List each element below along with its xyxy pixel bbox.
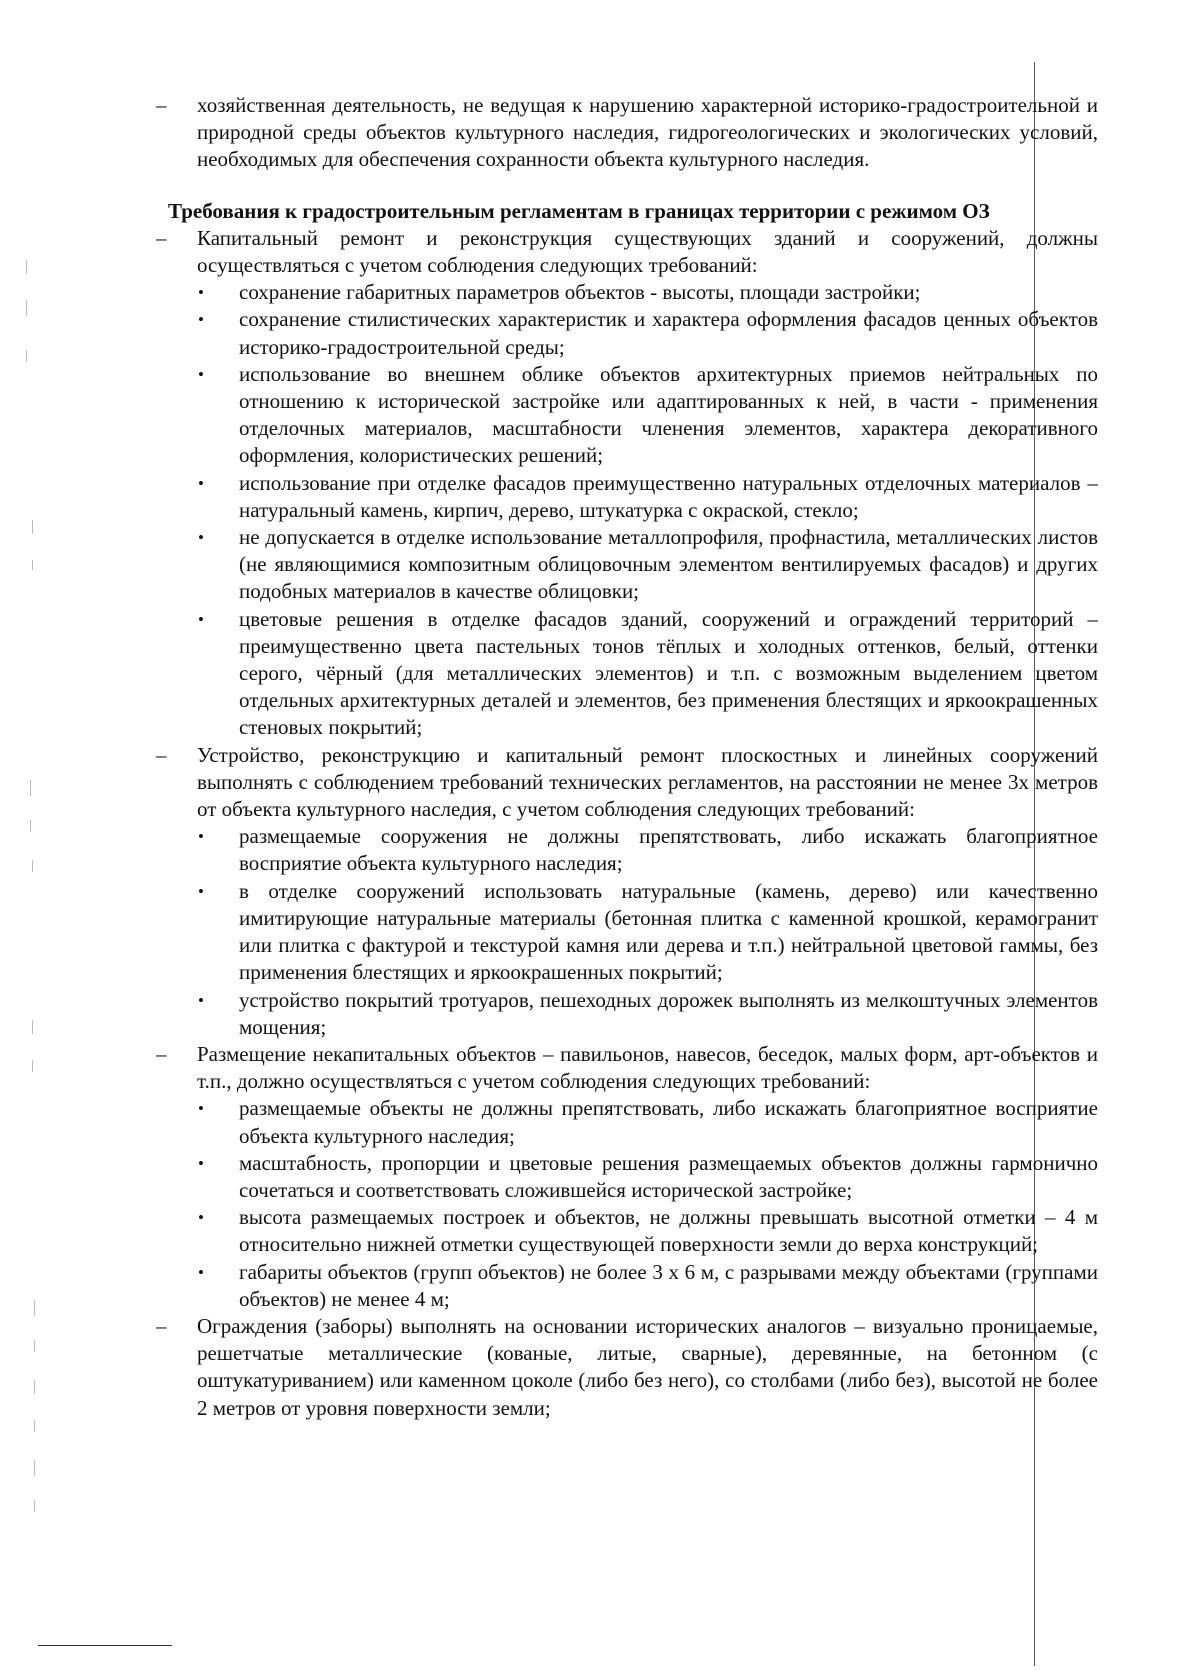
dash-marker: – bbox=[156, 742, 167, 767]
list-item-text: устройство покрытий тротуаров, пешеходных дорожек выполнять из мелкоштучных элементов мощения; bbox=[239, 987, 1098, 1039]
dash-item-text: Размещение некапитальных объектов – павильонов, навесов, беседок, малых форм, арт-объектов и т.п., должно осуществляться с учетом соблюдения следующих требований: bbox=[197, 1041, 1098, 1094]
scan-margin-marks bbox=[22, 260, 62, 1560]
dash-item-linear-structures bbox=[150, 742, 1098, 824]
list-item-text: не допускается в отделке использование металлопрофиля, профнастила, металлических листов (не являющимися композитным облицовочным элементом вентилируемых фасадов) и других подобных материалов в качестве облицовки; bbox=[239, 525, 1098, 604]
list-item bbox=[150, 987, 1098, 1041]
list-item-text: габариты объектов (групп объектов) не более 3 х 6 м, с разрывами между объектами (группами объектов) не менее 4 м; bbox=[239, 1259, 1098, 1311]
list-item-text: использование во внешнем облике объектов архитектурных приемов нейтральных по отношению к исторической застройке или адаптированных к ней, в части - применения отделочных материалов, масштабности членения элементов, характера декоративного оформления, колористических решений; bbox=[239, 361, 1098, 468]
list-item-text: в отделке сооружений использовать натуральные (камень, дерево) или качественно имитирующие натуральные материалы (бетонная плитка с каменной крошкой, керамогранит или плитка с фактурой и текстурой камня или дерева и т.п.) нейтральной цветовой гаммы, без применения блестящих и яркоокрашенных покрытий; bbox=[239, 878, 1098, 985]
bullet-marker: • bbox=[198, 827, 204, 847]
dash-item-text: Устройство, реконструкцию и капитальный ремонт плоскостных и линейных сооружений выполнять с соблюдением требований технических регламентов, на расстоянии не менее 3х метров от объекта культурного наследия, с учетом соблюдения следующих требований: bbox=[197, 742, 1098, 822]
bullet-marker: • bbox=[198, 283, 204, 303]
dash-item-activity bbox=[150, 92, 1098, 174]
footnote-separator bbox=[38, 1645, 172, 1646]
dash-marker: – bbox=[156, 225, 167, 250]
dash-item-text: Ограждения (заборы) выполнять на основании исторических аналогов – визуально проницаемые, решетчатые металлические (кованые, литые, сварные), деревянные, на бетонном (с оштукатуриванием) или каменном цоколе (либо без него), со столбами (либо без), высотой не более 2 метров от уровня поверхности земли; bbox=[197, 1313, 1098, 1420]
list-item-text: цветовые решения в отделке фасадов зданий, сооружений и ограждений территорий – преимущественно цвета пастельных тонов тёплых и холодных оттенков, белый, оттенки серого, чёрный (для металлических элементов) и т.п. с возможным выделением цветом отдельных архитектурных деталей и элементов, без применения блестящих и яркоокрашенных стеновых покрытий; bbox=[239, 606, 1098, 740]
list-item bbox=[150, 606, 1098, 742]
bullet-marker: • bbox=[198, 1208, 204, 1228]
list-item-text: сохранение габаритных параметров объектов - высоты, площади застройки; bbox=[239, 280, 921, 305]
dash-item-fences bbox=[150, 1313, 1098, 1422]
bullet-marker: • bbox=[198, 1099, 204, 1119]
list-item bbox=[150, 1259, 1098, 1313]
bullet-marker: • bbox=[198, 310, 204, 330]
bullet-marker: • bbox=[198, 1153, 204, 1173]
dash-marker: – bbox=[156, 93, 167, 117]
list-item bbox=[150, 878, 1098, 987]
list-item-text: масштабность, пропорции и цветовые решения размещаемых объектов должны гармонично сочетаться и соответствовать сложившейся исторической застройке; bbox=[239, 1150, 1098, 1202]
bullet-list-capital-repair bbox=[150, 279, 1098, 741]
section-heading: Требования к градостроительным регламентам в границах территории с режимом ОЗ bbox=[168, 198, 990, 223]
list-item-text: высота размещаемых построек и объектов, не должны превышать высотной отметки – 4 м относительно нижней отметки существующей поверхности земли до верха конструкций; bbox=[239, 1205, 1098, 1257]
document-body bbox=[150, 92, 1098, 1422]
list-item bbox=[150, 1150, 1098, 1204]
list-item-text: использование при отделке фасадов преимущественно натуральных отделочных материалов – натуральный камень, кирпич, дерево, штукатурка с окраской, стекло; bbox=[239, 470, 1098, 522]
list-item bbox=[150, 823, 1098, 877]
list-item bbox=[150, 361, 1098, 470]
dash-marker: – bbox=[156, 1313, 167, 1338]
bullet-marker: • bbox=[198, 528, 204, 548]
dash-item-text: хозяйственная деятельность, не ведущая к нарушению характерной историко-градостроительной и природной среды объектов культурного наследия, гидрогеологических и экологических условий, необходимых для обеспечения сохранности объекта культурного наследия. bbox=[197, 93, 1098, 172]
list-item bbox=[150, 279, 1098, 306]
list-item bbox=[150, 470, 1098, 524]
list-item-text: размещаемые сооружения не должны препятствовать, либо искажать благоприятное восприятие объекта культурного наследия; bbox=[239, 824, 1098, 876]
list-item-text: сохранение стилистических характеристик и характера оформления фасадов ценных объектов историко-градостроительной среды; bbox=[239, 307, 1098, 359]
list-item bbox=[150, 1204, 1098, 1258]
bullet-marker: • bbox=[198, 881, 204, 901]
dash-item-temporary-objects bbox=[150, 1041, 1098, 1095]
list-item-text: размещаемые объекты не должны препятствовать, либо искажать благоприятное восприятие объекта культурного наследия; bbox=[239, 1096, 1098, 1148]
list-item bbox=[150, 524, 1098, 606]
dash-marker: – bbox=[156, 1041, 167, 1066]
bullet-marker: • bbox=[198, 990, 204, 1010]
dash-item-capital-repair bbox=[150, 225, 1098, 279]
dash-item-text: Капитальный ремонт и реконструкция существующих зданий и сооружений, должны осуществляться с учетом соблюдения следующих требований: bbox=[197, 225, 1098, 278]
bullet-marker: • bbox=[198, 609, 204, 629]
list-item bbox=[150, 1095, 1098, 1149]
bullet-list-linear-structures bbox=[150, 823, 1098, 1041]
bullet-marker: • bbox=[198, 364, 204, 384]
bullet-marker: • bbox=[198, 473, 204, 493]
list-item bbox=[150, 306, 1098, 360]
bullet-marker: • bbox=[198, 1262, 204, 1282]
bullet-list-temporary-objects bbox=[150, 1095, 1098, 1313]
